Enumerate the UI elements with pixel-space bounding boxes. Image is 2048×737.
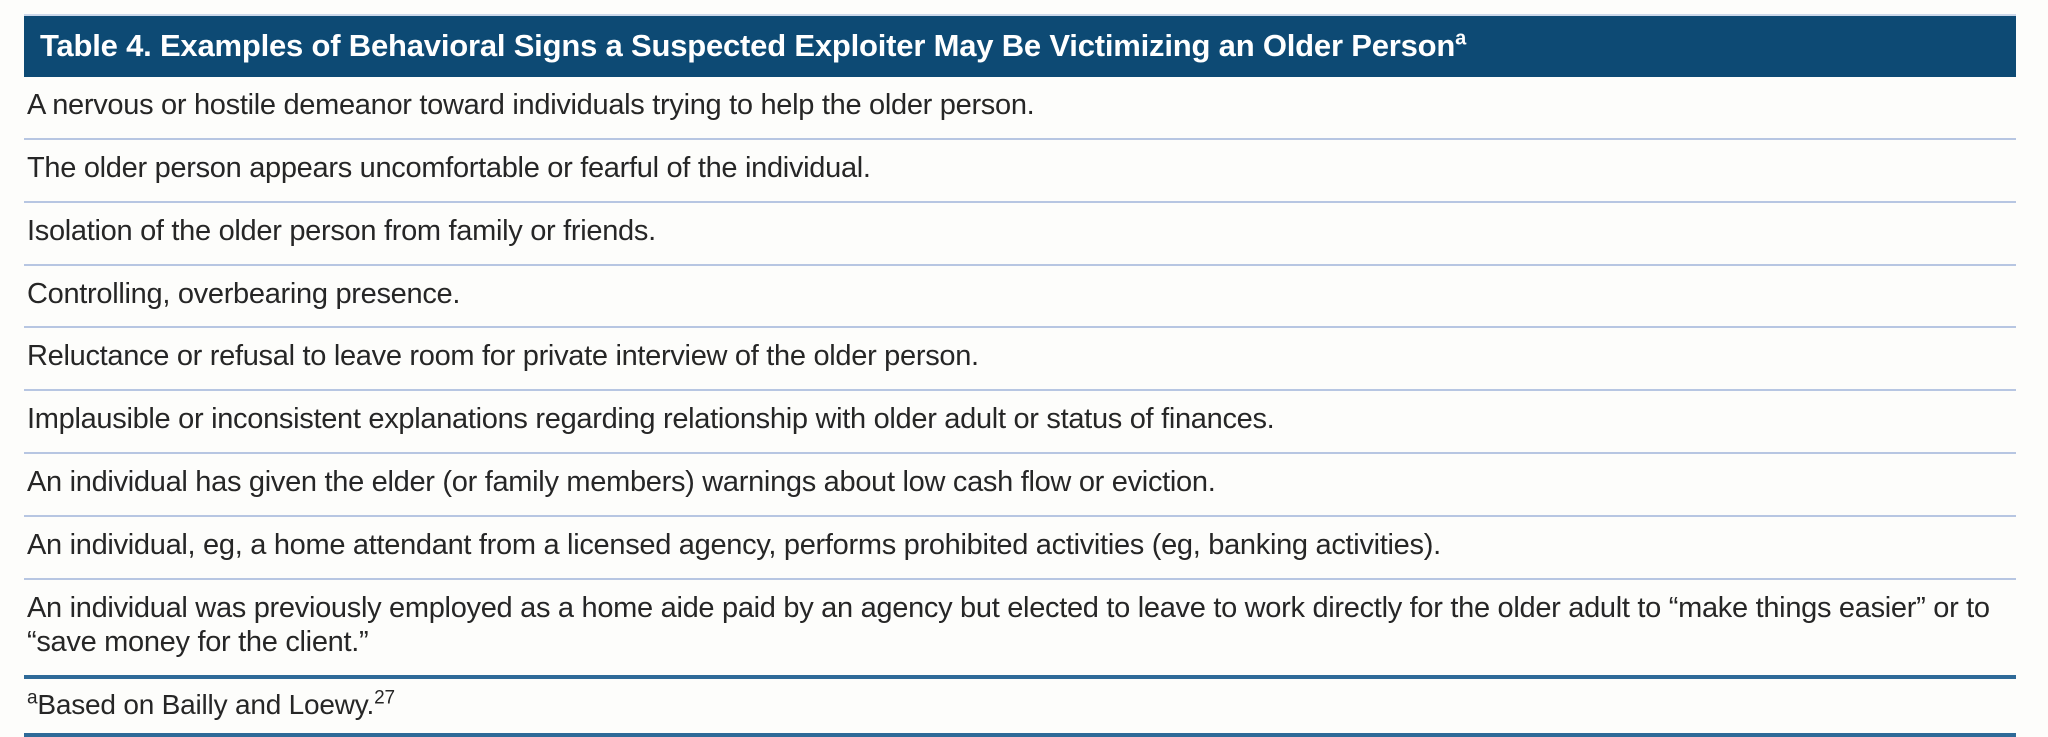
table-footnote xyxy=(24,679,2016,737)
table-title-superscript: a xyxy=(1455,27,1467,50)
table-row: An individual, eg, a home attendant from a licensed agency, performs prohibited activities (eg, banking activities). xyxy=(24,517,2016,580)
table-row: An individual has given the elder (or family members) warnings about low cash flow or eviction. xyxy=(24,454,2016,517)
table-row: Reluctance or refusal to leave room for private interview of the older person. xyxy=(24,328,2016,391)
table-body xyxy=(24,77,2016,679)
table-row: Implausible or inconsistent explanations regarding relationship with older adult or status of finances. xyxy=(24,391,2016,454)
footnote-reference: 27 xyxy=(374,687,395,709)
table-row: An individual was previously employed as a home aide paid by an agency but elected to leave to work directly for the older adult to “make things easier” or to “save money for the client.” xyxy=(24,580,2016,680)
table-row: Controlling, overbearing presence. xyxy=(24,266,2016,329)
table-row: Isolation of the older person from family or friends. xyxy=(24,203,2016,266)
footnote-marker: a xyxy=(27,687,38,709)
table-title: Table 4. Examples of Behavioral Signs a Suspected Exploiter May Be Victimizing an Older Person xyxy=(40,28,1456,63)
table-row: A nervous or hostile demeanor toward individuals trying to help the older person. xyxy=(24,77,2016,140)
footnote-text: Based on Bailly and Loewy. xyxy=(37,689,375,721)
table-row: The older person appears uncomfortable or fearful of the individual. xyxy=(24,140,2016,203)
table-4 xyxy=(24,14,2016,737)
table-header xyxy=(24,14,2016,77)
